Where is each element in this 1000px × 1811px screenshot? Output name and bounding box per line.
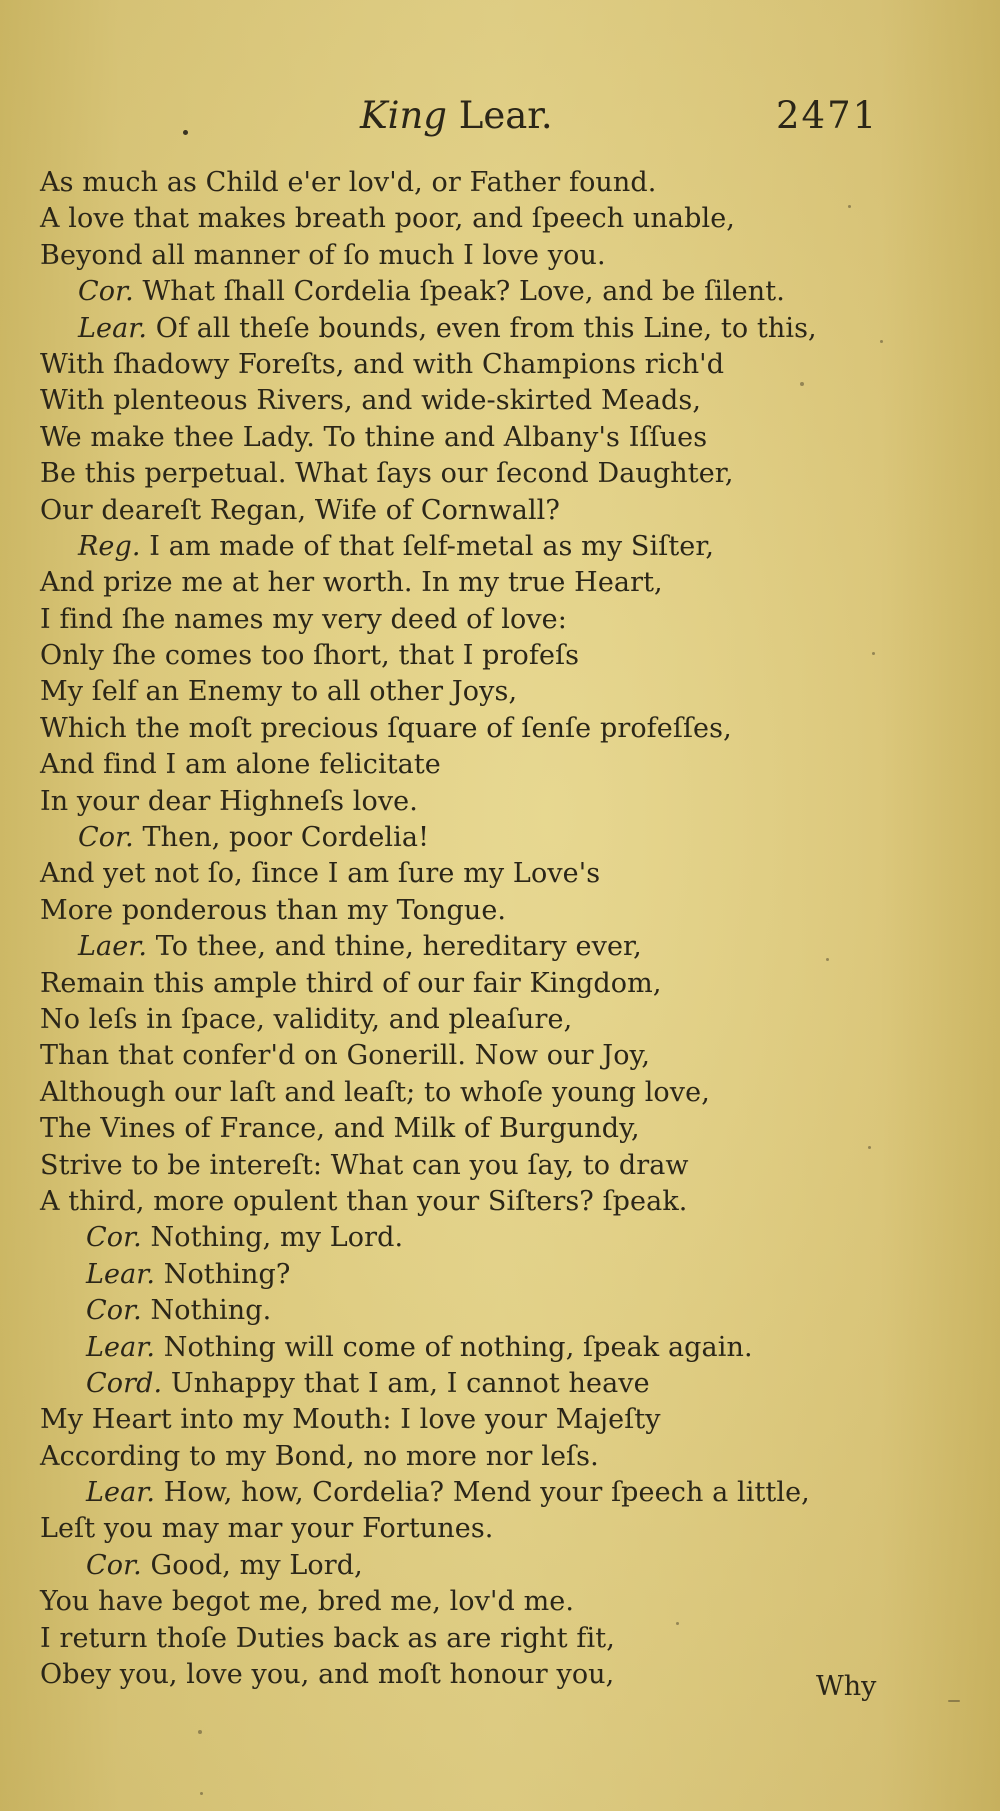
speech-line [40,1330,970,1366]
verse-line [40,238,970,274]
speech-line [40,311,970,347]
line-text: My ſelf an Enemy to all other Joys, [40,676,518,708]
line-text: As much as Child e'er lov'd, or Father found. [40,167,657,198]
line-text: Only ſhe comes too ſhort, that I profeſs [40,640,580,672]
ink-speck [948,1700,960,1702]
speech-line [40,1475,970,1511]
line-text: A love that makes breath poor, and ſpeech unable, [40,203,735,235]
ink-speck [826,958,829,961]
verse-line [40,893,970,929]
line-text: To thee, and thine, hereditary ever, [155,931,642,963]
speaker-name: Cor. [78,822,134,854]
line-text: A third, more opulent than your Siſters? ſpeak. [40,1185,688,1217]
line-text: Beyond all manner of ſo much I love you. [40,239,606,271]
speech-line [40,1548,970,1584]
line-text: You have begot me, bred me, lov'd me. [40,1586,575,1618]
verse-line [40,1402,970,1438]
speaker-name: Cor. [86,1295,142,1327]
verse-line [40,201,970,237]
ink-speck [872,652,875,655]
line-text: Nothing, my Lord. [150,1222,404,1254]
line-text: We make thee Lady. To thine and Albany's Iſſues [40,421,708,453]
ink-speck [800,382,804,386]
line-text: Be this perpetual. What ſays our ſecond Daughter, [40,458,734,490]
title-roman-part: Lear. [458,94,553,137]
line-text: My Heart into my Mouth: I love your Majeſty [40,1404,661,1436]
speech-line [40,1257,970,1293]
line-text: Of all theſe bounds, even from this Line, to this, [155,312,817,344]
running-head [0,92,1000,152]
line-text: Nothing. [150,1295,272,1327]
line-text: Obey you, love you, and moſt honour you, [40,1659,615,1691]
line-text: I return thoſe Duties back as are right fit, [40,1622,615,1654]
verse-line [40,711,970,747]
line-text: How, how, Cordelia? Mend your ſpeech a little, [163,1477,810,1509]
speech-line [40,1293,970,1329]
line-text: Unhappy that I am, I cannot heave [170,1367,650,1399]
speech-line [40,274,970,310]
ink-speck [200,1792,203,1795]
speaker-name: Cord. [86,1367,163,1399]
line-text: And find I am alone felicitate [40,749,441,781]
ink-speck [868,1146,871,1149]
verse-line [40,674,970,710]
line-text: Nothing? [163,1258,291,1290]
line-text: Which the moſt precious ſquare of ſenſe profeſſes, [40,712,732,744]
verse-line [40,966,970,1002]
speaker-name: Cor. [86,1222,142,1254]
line-text: According to my Bond, no more nor leſs. [40,1440,599,1472]
speaker-name: Cor. [86,1549,142,1581]
page-number: 2471 [776,94,879,137]
speaker-name: Cor. [78,276,134,308]
verse-line [40,1002,970,1038]
line-text: Than that confer'd on Gonerill. Now our Joy, [40,1040,651,1072]
title-italic-part: King [360,94,447,137]
speech-line [40,1366,970,1402]
verse-line [40,1148,970,1184]
speaker-name: Lear. [86,1331,156,1363]
catchword: Why [816,1671,877,1702]
verse-line [40,493,970,529]
verse-line [40,456,970,492]
page-title [360,92,553,140]
line-text: With ſhadowy Foreſts, and with Champions rich'd [40,348,725,380]
ink-dot [183,130,188,135]
line-text: Then, poor Cordelia! [142,822,430,854]
ink-speck [880,340,883,343]
ink-speck [198,1730,202,1734]
line-text: In your dear Highneſs love. [40,785,418,817]
line-text: With plenteous Rivers, and wide-skirted Meads, [40,385,702,417]
verse-line [40,1038,970,1074]
verse-line [40,1184,970,1220]
line-text: Although our laſt and leaſt; to whoſe young love, [40,1076,710,1108]
line-text: More ponderous than my Tongue. [40,894,507,926]
verse-line [40,347,970,383]
verse-line [40,383,970,419]
line-text: And prize me at her worth. In my true Heart, [40,567,663,599]
verse-line [40,1511,970,1547]
line-text: Nothing will come of nothing, ſpeak again. [163,1331,753,1363]
speech-line [40,820,970,856]
line-text: Leſt you may mar your Fortunes. [40,1513,494,1545]
speaker-name: Reg. [78,530,141,562]
speaker-name: Lear. [78,312,148,344]
speaker-name: Lear. [86,1477,156,1509]
verse-line [40,165,970,201]
verse-line [40,747,970,783]
line-text: What ſhall Cordelia ſpeak? Love, and be ſilent. [142,276,785,308]
line-text: I am made of that ſelf-metal as my Siſter, [149,530,715,562]
line-text: Our deareſt Regan, Wife of Cornwall? [40,494,560,526]
speech-line [40,529,970,565]
ink-speck [676,1622,679,1625]
verse-line [40,638,970,674]
speaker-name: Laer. [78,931,148,963]
verse-line [40,420,970,456]
play-text [40,165,970,1693]
verse-line [40,565,970,601]
verse-line [40,602,970,638]
verse-line [40,1111,970,1147]
speech-line [40,929,970,965]
verse-line [40,1621,970,1657]
verse-line [40,784,970,820]
line-text: And yet not ſo, ſince I am ſure my Love's [40,858,601,890]
speech-line [40,1220,970,1256]
ink-speck [848,205,851,208]
line-text: The Vines of France, and Milk of Burgundy, [40,1113,640,1145]
speaker-name: Lear. [86,1258,156,1290]
verse-line [40,856,970,892]
line-text: Strive to be intereſt: What can you ſay, to draw [40,1149,689,1181]
line-text: I find ſhe names my very deed of love: [40,603,567,635]
verse-line [40,1075,970,1111]
line-text: Good, my Lord, [150,1549,363,1581]
line-text: No leſs in ſpace, validity, and pleaſure, [40,1003,573,1035]
line-text: Remain this ample third of our fair Kingdom, [40,967,662,999]
verse-line [40,1584,970,1620]
verse-line [40,1439,970,1475]
